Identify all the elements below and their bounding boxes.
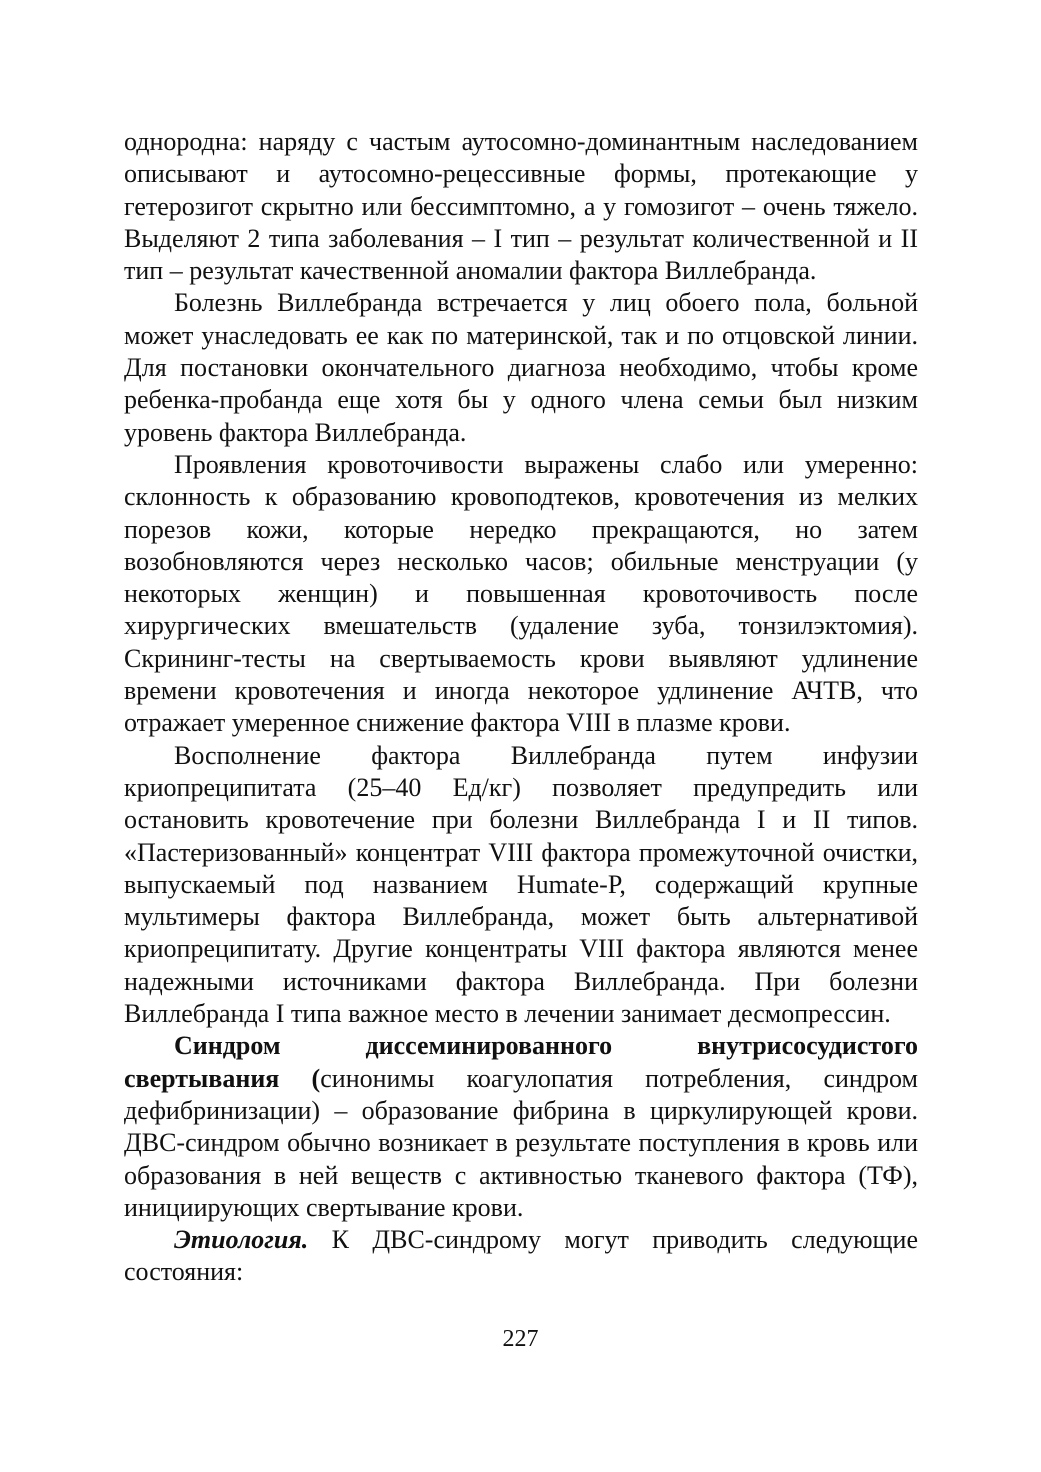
etiology-text: К ДВС-синдрому могут приводить следующие состояния: (124, 1225, 918, 1287)
dic-syndrome-definition: синонимы коагулопатия потребления, синдром дефибринизации) – образование фибрина в циркулирующей крови. ДВС-синдром обычно возникает в результате поступления в кровь или образования в ней веществ с активностью тканевого фактора (ТФ), инициирующих свертывание крови. (124, 1063, 918, 1222)
paragraph-5 (124, 1030, 918, 1224)
document-page (124, 126, 918, 1289)
paragraph-6 (124, 1224, 918, 1289)
etiology-heading: Этиология. (174, 1225, 309, 1255)
page-number: 227 (502, 1326, 539, 1352)
paragraph-3: Проявления кровоточивости выражены слабо или умеренно: склонность к образованию кровоподтеков, кровотечения из мелких порезов кожи, которые нередко прекращаются, но затем возобновляются через несколько часов; обильные менструации (у некоторых женщин) и повышенная кровоточивость после хирургических вмешательств (удаление зуба, тонзилэктомия). Скрининг-тесты на свертываемость крови выявляют удлинение времени кровотечения и иногда некоторое удлинение АЧТВ, что отражает умеренное снижение фактора VIII в плазме крови. (124, 449, 918, 738)
dic-syndrome-heading: Синдром диссеминированного внутрисосудистого свертывания ( (124, 1031, 918, 1093)
paragraph-2: Болезнь Виллебранда встречается у лиц обоего пола, больной может унаследовать ее как по материнской, так и по отцовской линии. Для постановки окончательного диагноза необходимо, чтобы кроме ребенка-пробанда еще хотя бы у одного члена семьи был низким уровень фактора Виллебранда. (124, 288, 918, 447)
paragraph-4: Восполнение фактора Виллебранда путем инфузии криопреципитата (25–40 Ед/кг) позволяет предупредить или остановить кровотечение при болезни Виллебранда I и II типов. «Пастеризованный» концентрат VIII фактора промежуточной очистки, выпускаемый под названием Humate-P, содержащий крупные мультимеры фактора Виллебранда, может быть альтернативой криопреципитату. Другие концентраты VIII фактора являются менее надежными источниками фактора Виллебранда. При болезни Виллебранда I типа важное место в лечении занимает десмопрессин. (124, 740, 918, 1029)
paragraph-1: однородна: наряду с частым аутосомно-доминантным наследованием описывают и аутосомно-рецессивные формы, протекающие у гетерозигот скрытно или бессимптомно, а у гомозигот – очень тяжело. Выделяют 2 типа заболевания – I тип – результат количественной и II тип – результат качественной аномалии фактора Виллебранда. (124, 127, 918, 286)
